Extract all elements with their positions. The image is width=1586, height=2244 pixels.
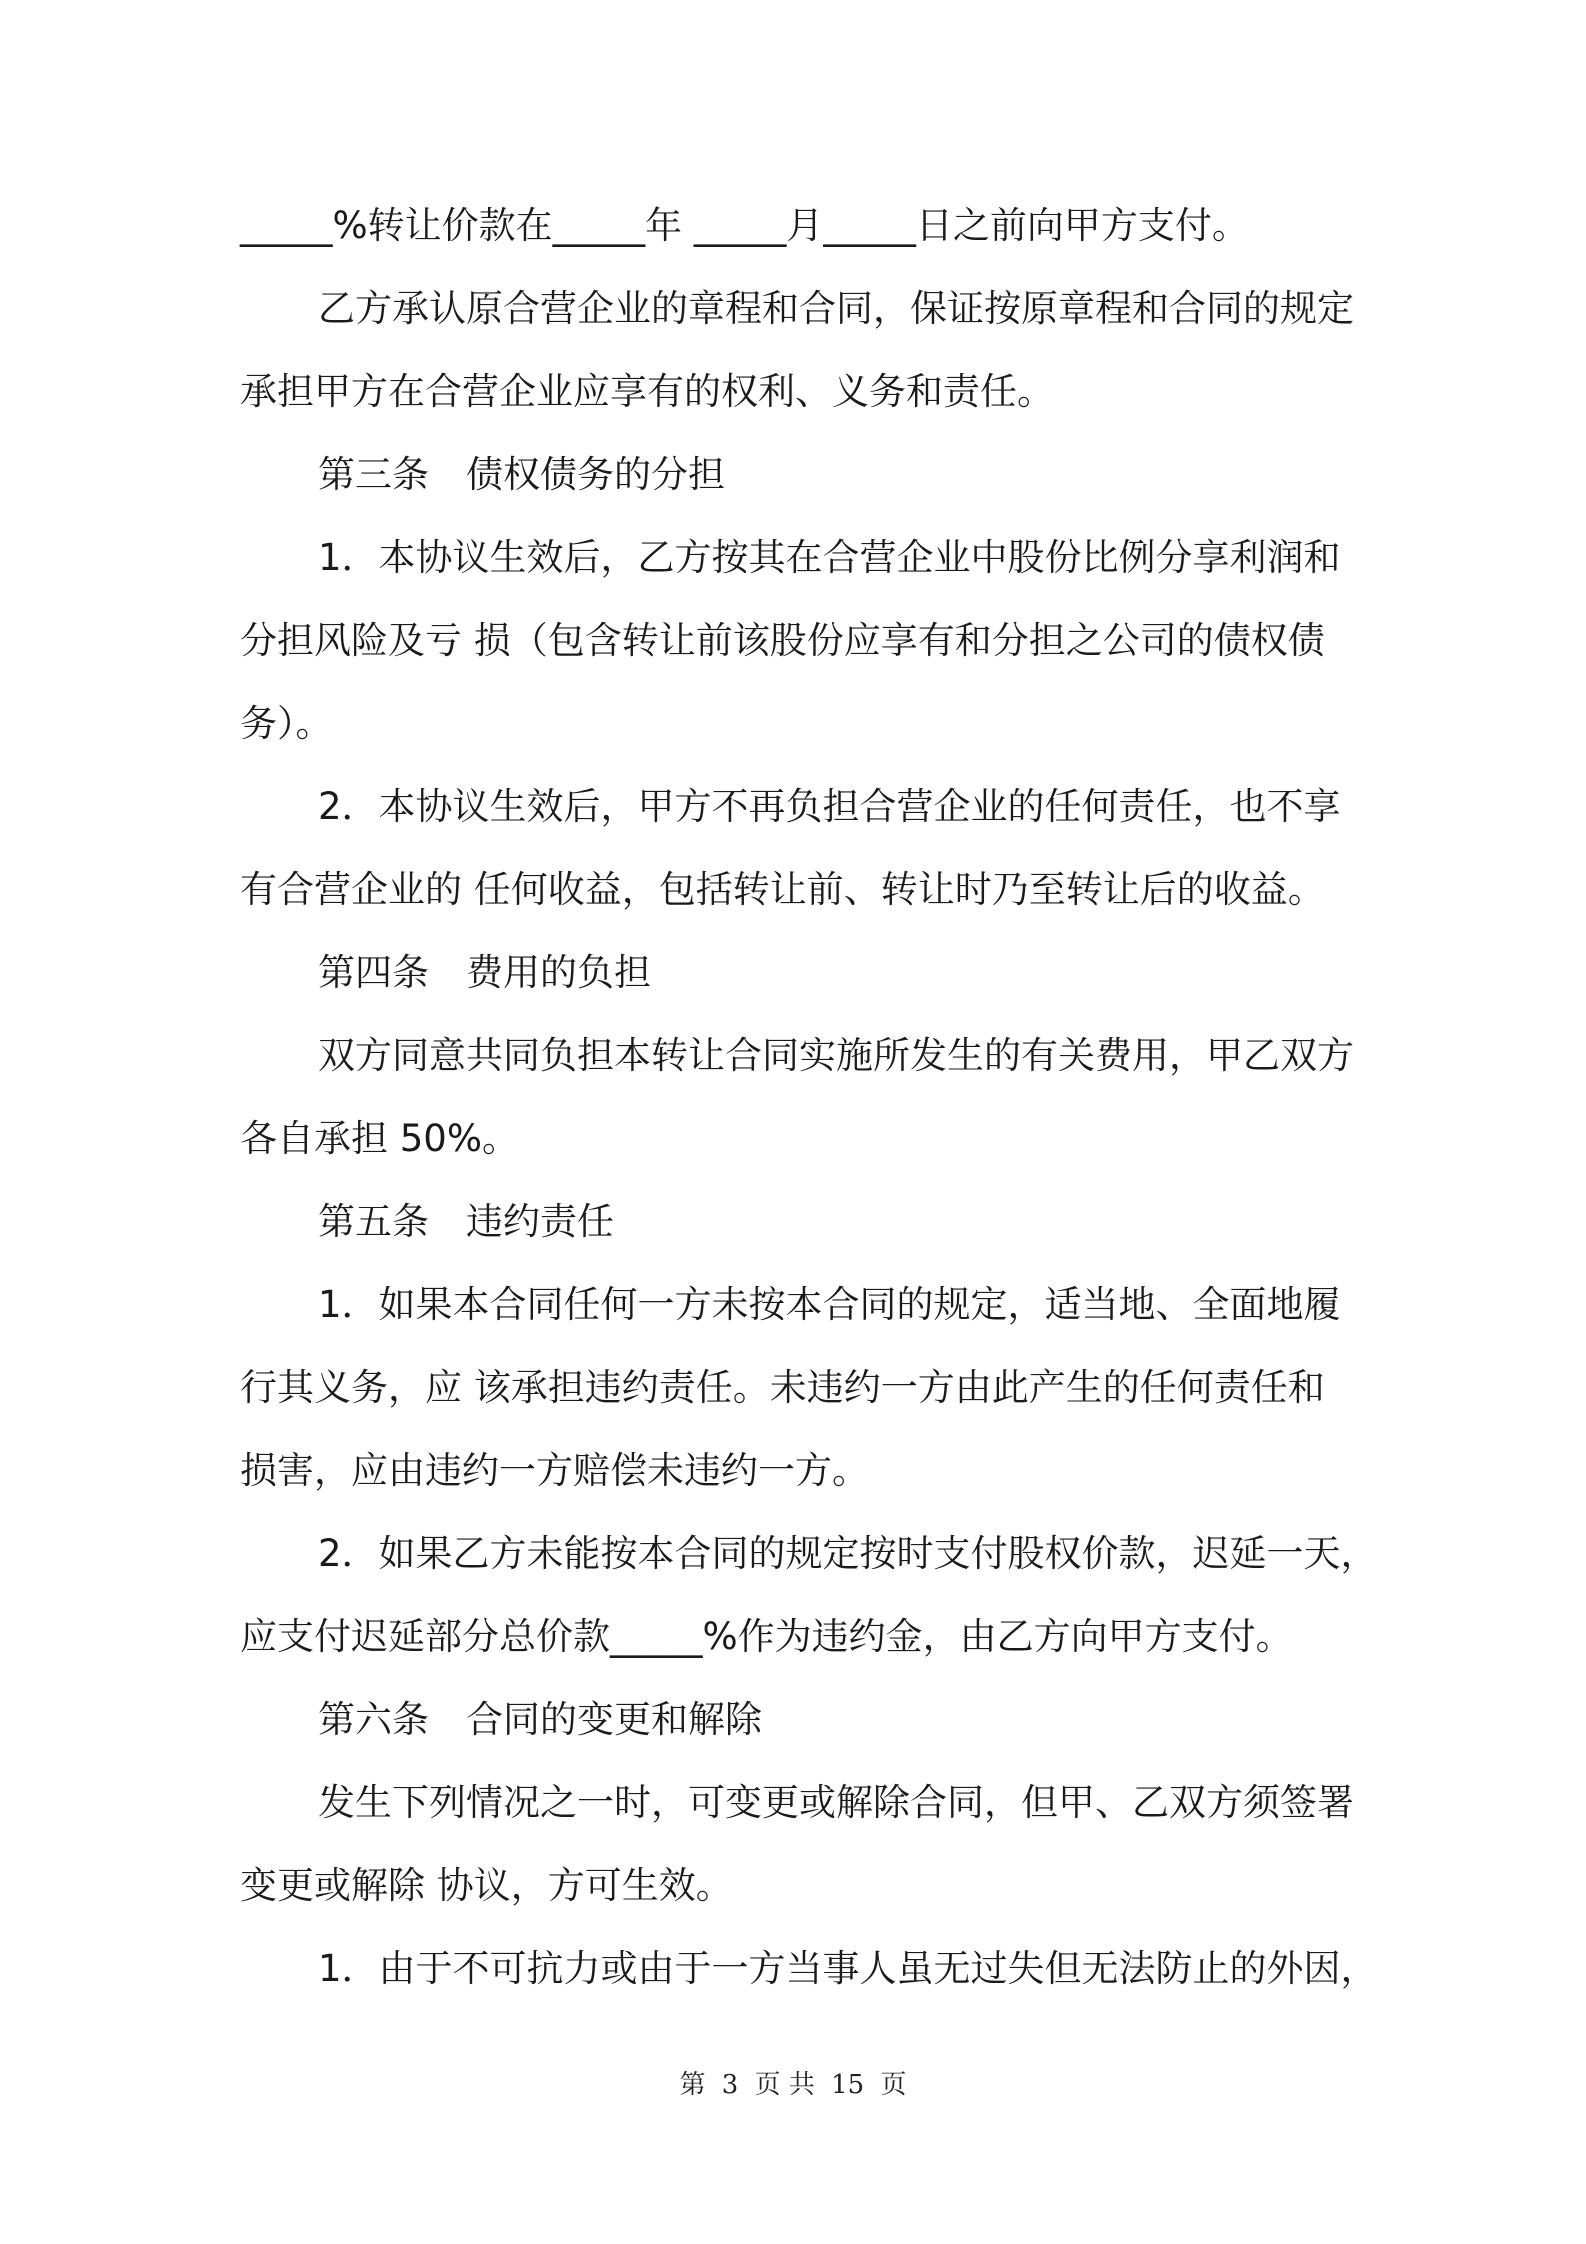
footer-prefix: 第 [679,2070,706,2100]
text-line: 分担风险及亏 损（包含转让前该股份应享有和分担之公司的债权债 [240,619,1325,662]
text-line: 行其义务，应 该承担违约责任。未违约一方由此产生的任何责任和 [240,1366,1325,1409]
text-line: 2．本协议生效后，甲方不再负担合营企业的任何责任，也不享 [318,785,1341,828]
text-line: 乙方承认原合营企业的章程和合同，保证按原章程和合同的规定 [318,287,1354,330]
text-line: 发生下列情况之一时，可变更或解除合同，但甲、乙双方须签署 [318,1781,1354,1824]
footer-suffix: 页 [880,2070,907,2100]
text-line: 1．如果本合同任何一方未按本合同的规定，适当地、全面地履 [318,1283,1341,1326]
text-line: 1．本协议生效后，乙方按其在合营企业中股份比例分享利润和 [318,536,1341,579]
text-line: 双方同意共同负担本转让合同实施所发生的有关费用，甲乙双方 [318,1034,1354,1077]
footer-total-pages: 15 [831,2070,865,2100]
text-line: 务）。 [240,702,333,745]
text-line: 应支付迟延部分总价款_____%作为违约金，由乙方向甲方支付。 [240,1615,1293,1658]
text-line: 损害，应由违约一方赔偿未违约一方。 [240,1449,869,1492]
footer-page-number: 3 [721,2070,739,2100]
text-line: 有合营企业的 任何收益，包括转让前、转让时乃至转让后的收益。 [240,868,1325,911]
text-line: _____%转让价款在_____年 _____月_____日之前向甲方支付。 [240,204,1249,247]
section-heading: 第四条 费用的负担 [318,951,651,994]
section-heading: 第五条 违约责任 [318,1200,614,1243]
section-heading: 第三条 债权债务的分担 [318,453,725,496]
page-footer [0,2068,1586,2102]
text-line: 1．由于不可抗力或由于一方当事人虽无过失但无法防止的外因， [318,1947,1378,1990]
footer-middle: 页 共 [754,2070,815,2100]
text-line: 变更或解除 协议，方可生效。 [240,1864,733,1907]
text-line: 承担甲方在合营企业应享有的权利、义务和责任。 [240,370,1054,413]
text-line: 2．如果乙方未能按本合同的规定按时支付股权价款，迟延一天， [318,1532,1378,1575]
section-heading: 第六条 合同的变更和解除 [318,1698,762,1741]
text-line: 各自承担 50%。 [240,1117,519,1160]
